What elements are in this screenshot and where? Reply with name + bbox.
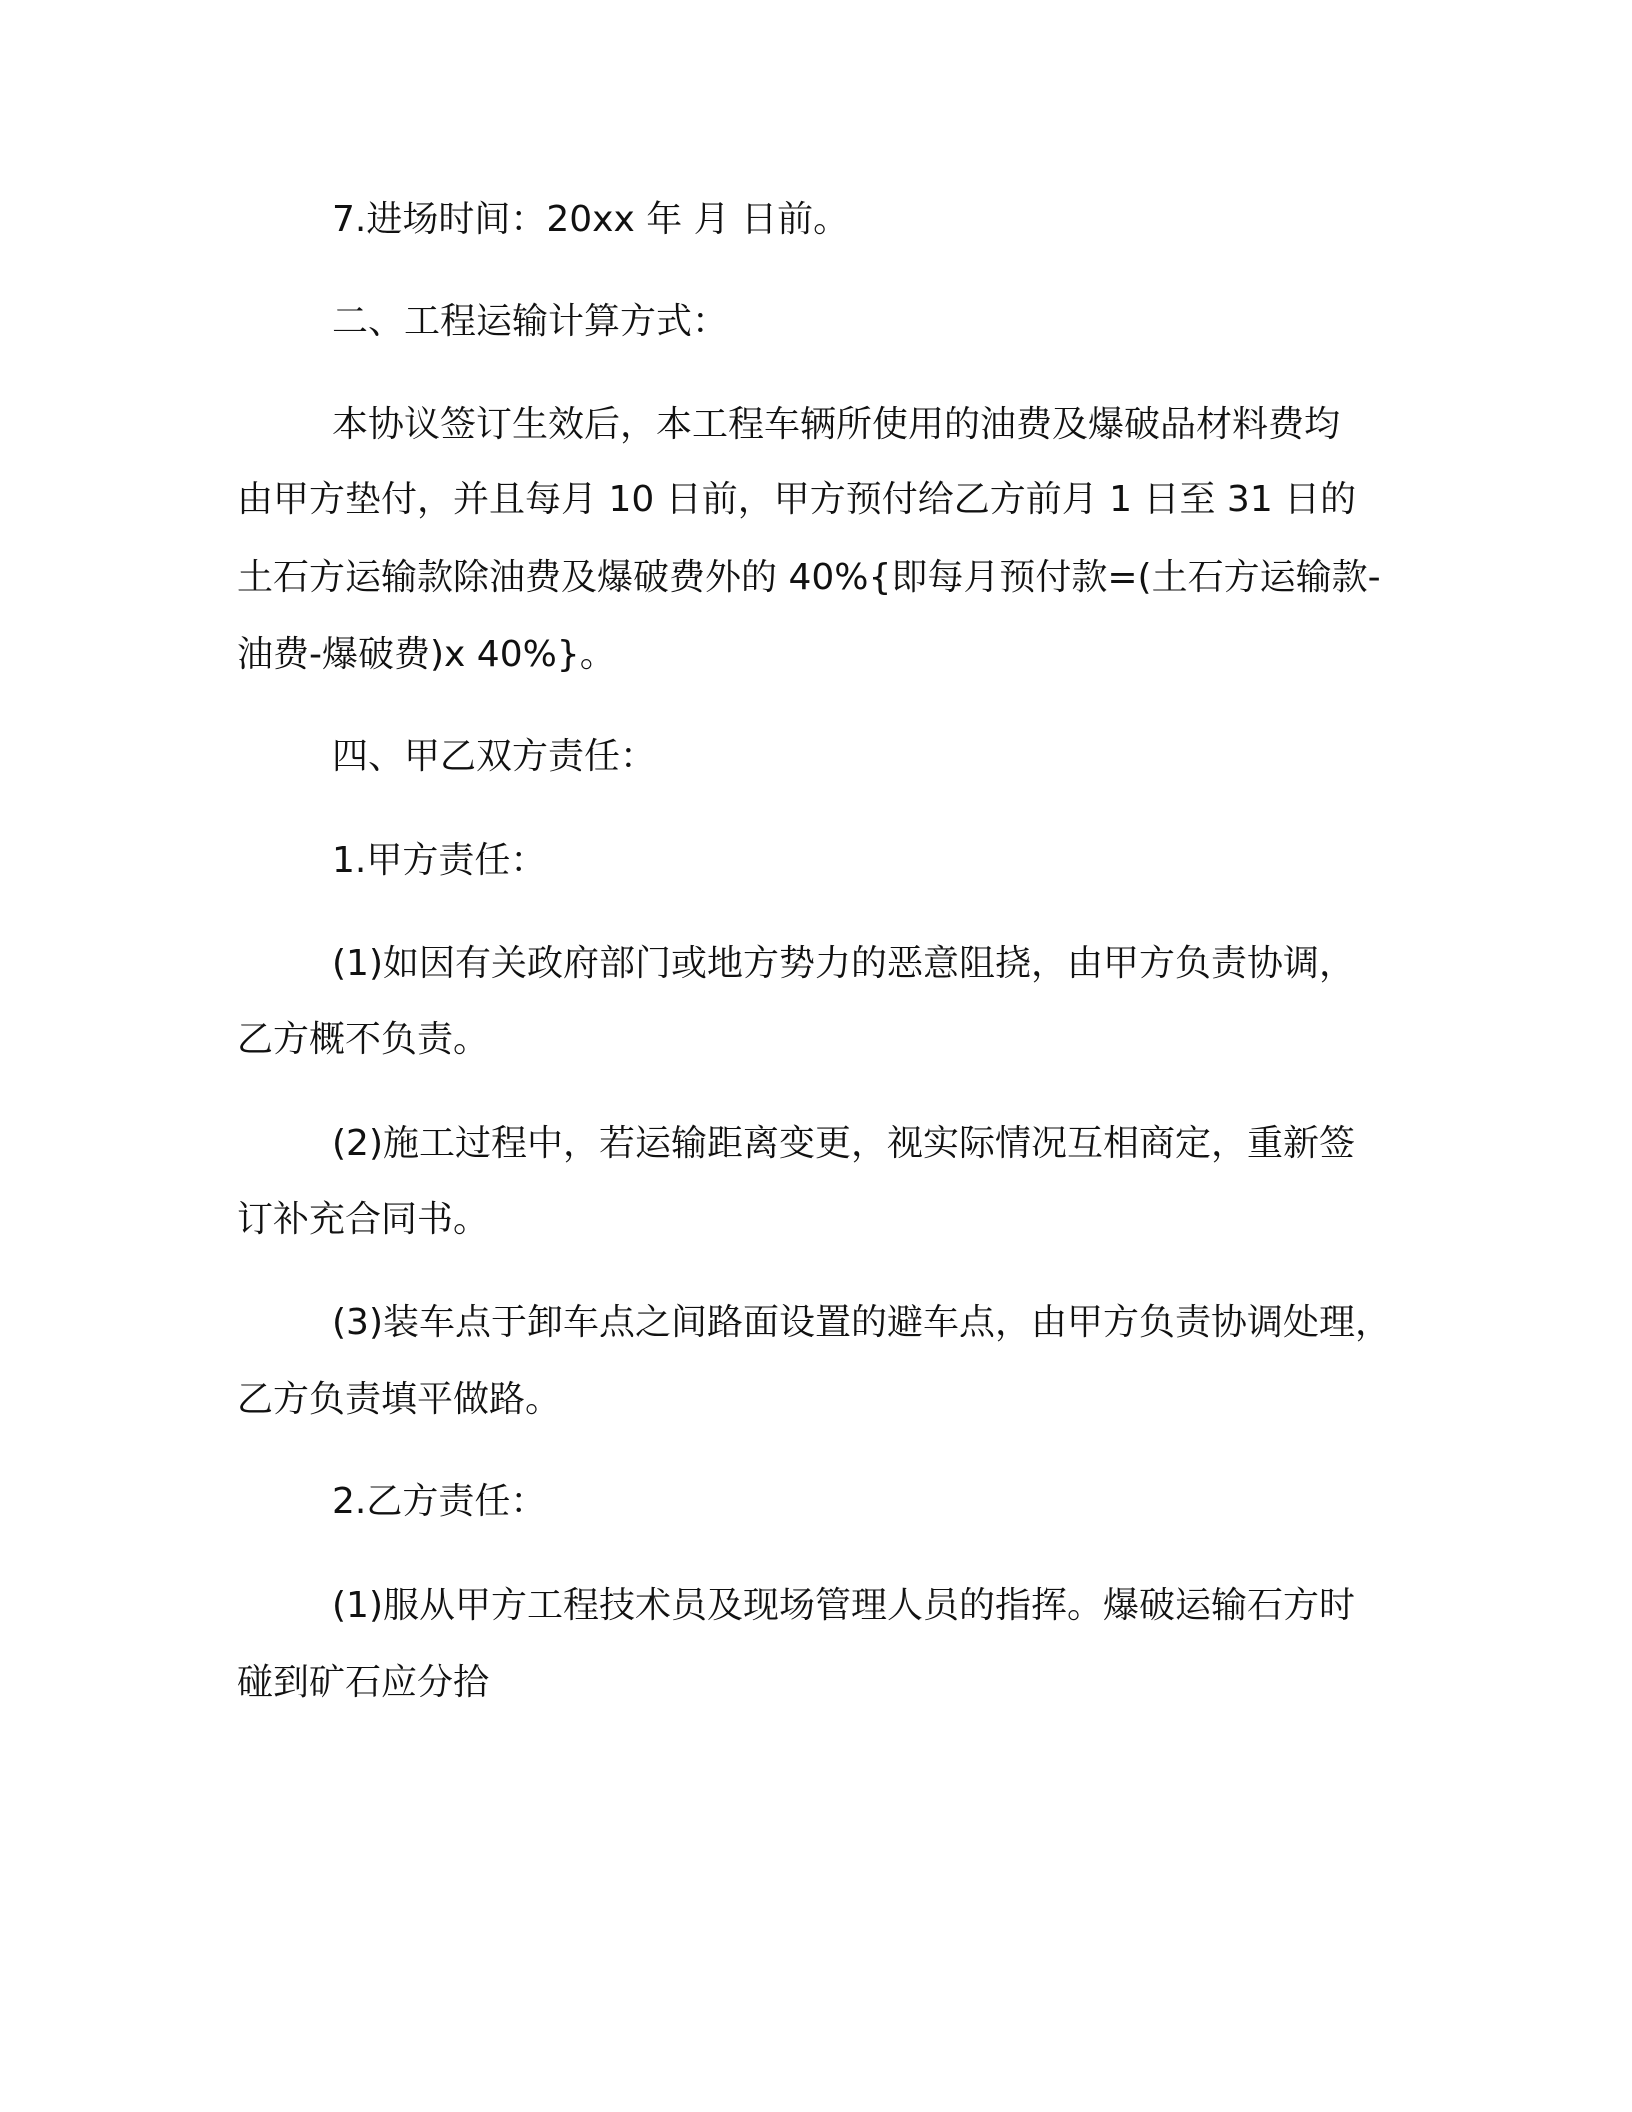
party-a-item-2-line-1: (2)施工过程中，若运输距离变更，视实际情况互相商定，重新签 <box>332 1123 1355 1164</box>
entry-time-line: 7.进场时间：20xx 年 月 日前。 <box>332 199 850 240</box>
payment-paragraph-line-1: 本协议签订生效后，本工程车辆所使用的油费及爆破品材料费均 <box>332 404 1341 445</box>
party-a-item-1-line-2: 乙方概不负责。 <box>237 1019 490 1060</box>
payment-paragraph-line-2: 由甲方垫付，并且每月 10 日前，甲方预付给乙方前月 1 日至 31 日的 <box>237 479 1357 520</box>
party-a-item-3-line-2: 乙方负责填平做路。 <box>237 1379 562 1420</box>
section-heading-transport-calculation: 二、工程运输计算方式： <box>332 301 729 342</box>
party-a-item-2-line-2: 订补充合同书。 <box>237 1199 490 1240</box>
party-a-item-3-line-1: (3)装车点于卸车点之间路面设置的避车点，由甲方负责协调处理， <box>332 1302 1391 1343</box>
party-b-item-1-line-1: (1)服从甲方工程技术员及现场管理人员的指挥。爆破运输石方时 <box>332 1585 1355 1626</box>
party-b-item-1-line-2: 碰到矿石应分拾 <box>237 1662 490 1703</box>
section-heading-responsibilities: 四、甲乙双方责任： <box>332 736 657 777</box>
party-a-item-1-line-1: (1)如因有关政府部门或地方势力的恶意阻挠，由甲方负责协调， <box>332 943 1355 984</box>
payment-paragraph-line-4: 油费-爆破费)x 40%}。 <box>237 634 616 675</box>
payment-paragraph-line-3: 土石方运输款除油费及爆破费外的 40%{即每月预付款=(土石方运输款- <box>237 557 1381 598</box>
party-a-heading: 1.甲方责任： <box>332 840 547 881</box>
party-b-heading: 2.乙方责任： <box>332 1481 547 1522</box>
